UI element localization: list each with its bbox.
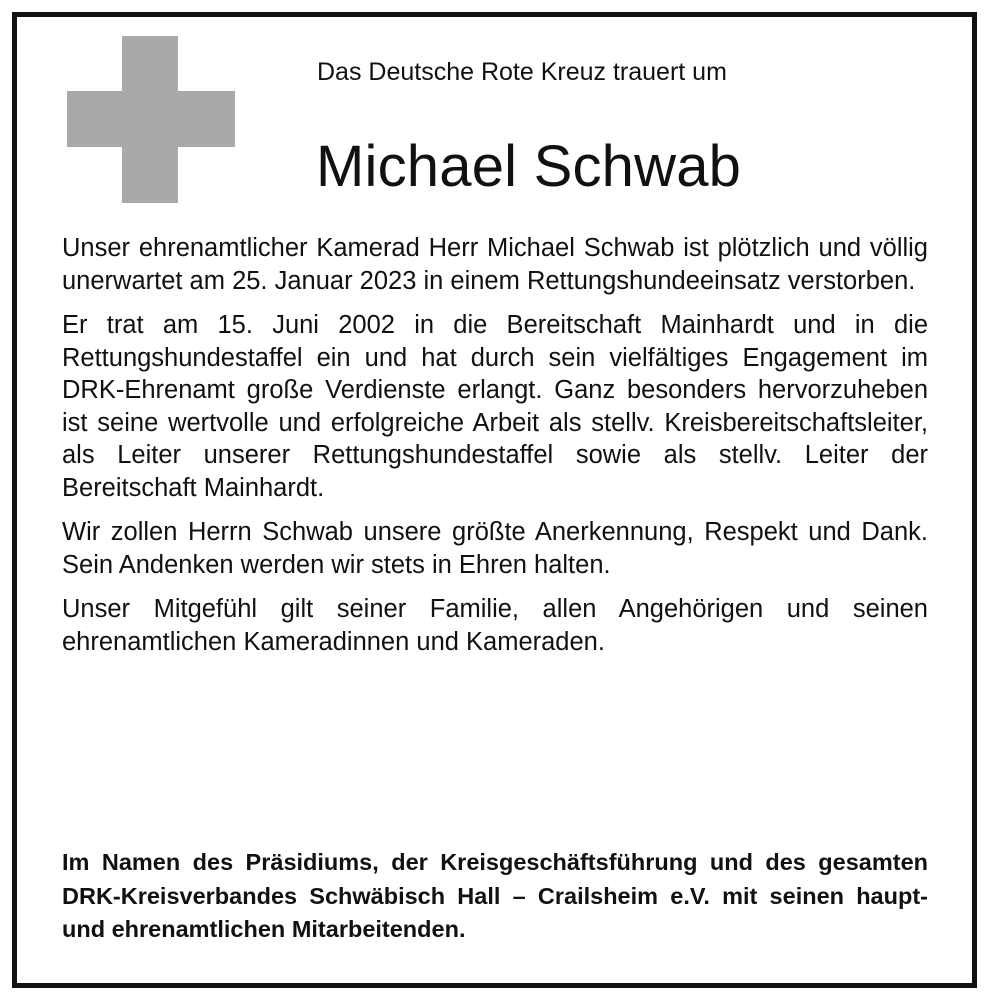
obituary-body (62, 232, 928, 658)
red-cross-icon (67, 36, 235, 203)
signature-block: Im Namen des Präsidiums, der Kreisgeschäftsführung und des gesamten DRK-Kreisverbandes Schwäbisch Hall – Crailsheim e.V. mit seinen haupt- und ehrenamtlichen Mitarbeitenden. (62, 849, 928, 942)
paragraph-death-notice: Unser ehrenamtlicher Kamerad Herr Michael Schwab ist plötzlich und völlig unerwartet am 25. Januar 2023 in einem Rettungshundeeinsatz verstorben. (62, 234, 928, 295)
paragraph-service-history: Er trat am 15. Juni 2002 in die Bereitschaft Mainhardt und in die Rettungshundestaffel ein und hat durch sein vielfältiges Engagement im DRK-Ehrenamt große Verdienste erlangt. Ganz besonders hervorzuheben ist seine wertvolle und erfolgreiche Arbeit als stellv. Kreisbereitschaftsleiter, als Leiter unserer Rettungshundestaffel sowie als stellv. Leiter der Bereitschaft Mainhardt. (62, 311, 928, 502)
cross-horizontal-bar (67, 91, 235, 147)
intro-line: Das Deutsche Rote Kreuz trauert um (317, 58, 727, 86)
paragraph-condolences: Unser Mitgefühl gilt seiner Familie, allen Angehörigen und seinen ehrenamtlichen Kameradinnen und Kameraden. (62, 595, 928, 656)
deceased-name: Michael Schwab (316, 134, 742, 199)
paragraph-acknowledgement: Wir zollen Herrn Schwab unsere größte Anerkennung, Respekt und Dank. Sein Andenken werden wir stets in Ehren halten. (62, 518, 928, 579)
